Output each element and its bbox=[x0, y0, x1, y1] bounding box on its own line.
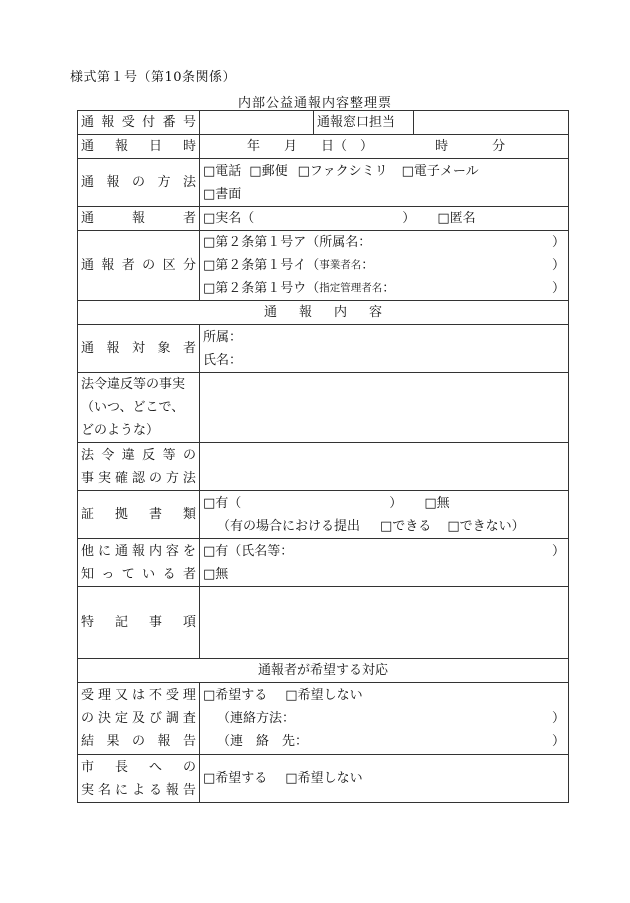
label-receipt-number: 通 報 受 付 番 号 bbox=[78, 111, 200, 135]
row-reporter bbox=[78, 207, 569, 231]
day-label: 日 bbox=[321, 139, 335, 154]
reporter-field bbox=[200, 207, 569, 231]
option-others-yes[interactable]: □有（氏名等： bbox=[203, 543, 294, 559]
category-options bbox=[200, 231, 569, 301]
report-form-table bbox=[77, 110, 569, 803]
label-window-staff: 通報窓口担当 bbox=[314, 111, 414, 135]
evidence-submit-note: （有の場合における提出 bbox=[217, 518, 361, 534]
option-mail[interactable]: □郵便 bbox=[249, 163, 288, 179]
subject-field[interactable] bbox=[200, 325, 569, 373]
category-option-u[interactable]: □第２条第１号ウ（ 指定管理者名 ： ） bbox=[203, 281, 565, 296]
label-remarks: 特 記 事 項 bbox=[78, 587, 200, 659]
category-option-a[interactable]: □第２条第１号ア（所属名： ） bbox=[203, 235, 565, 250]
month-label: 月 bbox=[284, 139, 298, 154]
label-method: 通 報 の 方 法 bbox=[78, 159, 200, 207]
row-datetime bbox=[78, 135, 569, 159]
row-result-report bbox=[78, 683, 569, 755]
receipt-number-field[interactable] bbox=[200, 111, 314, 135]
option-result-not-want[interactable]: □希望しない bbox=[285, 688, 363, 703]
option-evidence-no[interactable]: □無 bbox=[424, 495, 450, 511]
row-content-header bbox=[78, 301, 569, 325]
option-real-name[interactable]: □実名（ bbox=[203, 211, 255, 226]
result-report-field: □希望する □希望しない （連絡方法： ） （連 絡 先： ） bbox=[200, 683, 569, 755]
option-email[interactable]: □電子メール bbox=[401, 163, 479, 179]
remarks-field[interactable] bbox=[200, 587, 569, 659]
year-label: 年 bbox=[247, 139, 261, 154]
row-subject bbox=[78, 325, 569, 373]
option-cannot-submit[interactable]: □できない） bbox=[447, 518, 525, 534]
option-mayor-not-want[interactable]: □希望しない bbox=[285, 771, 363, 786]
row-confirm bbox=[78, 443, 569, 491]
row-category bbox=[78, 231, 569, 301]
hour-label: 時 bbox=[435, 139, 449, 154]
evidence-field: □有（ ） □無 （有の場合における提出 □できる □できない） bbox=[200, 491, 569, 539]
label-evidence: 証 拠 書 類 bbox=[78, 491, 200, 539]
option-anonymous[interactable]: □匿名 bbox=[437, 211, 476, 226]
option-mayor-want[interactable]: □希望する bbox=[203, 771, 268, 786]
label-subject: 通 報 対 象 者 bbox=[78, 325, 200, 373]
datetime-field[interactable] bbox=[200, 135, 569, 159]
label-datetime: 通 報 日 時 bbox=[78, 135, 200, 159]
row-receipt-number bbox=[78, 111, 569, 135]
weekday-label: （ ） bbox=[334, 139, 374, 154]
label-facts: 法令違反等の事実 （いつ、どこで、 どのような） bbox=[78, 373, 200, 443]
real-name-close: ） bbox=[402, 211, 416, 226]
label-mayor-report: 市 長 へ の 実 名 に よ る 報 告 bbox=[78, 755, 200, 803]
form-title: 内部公益通報内容整理票 bbox=[237, 96, 392, 111]
minute-label: 分 bbox=[492, 139, 506, 154]
row-method bbox=[78, 159, 569, 207]
option-evidence-yes[interactable]: □有（ bbox=[203, 495, 242, 511]
others-field: □有（氏名等： ） □無 bbox=[200, 539, 569, 587]
contact-to-field[interactable]: （連 絡 先： bbox=[217, 734, 309, 749]
label-others: 他 に 通 報 内 容 を 知 っ て い る 者 bbox=[78, 539, 200, 587]
label-reporter: 通 報 者 bbox=[78, 207, 200, 231]
mayor-report-field bbox=[200, 755, 569, 803]
option-document[interactable]: □書面 bbox=[203, 186, 242, 202]
contact-method-field[interactable]: （連絡方法： bbox=[217, 711, 296, 726]
label-confirm: 法 令 違 反 等 の 事 実 確 認 の 方 法 bbox=[78, 443, 200, 491]
label-category: 通 報 者 の 区 分 bbox=[78, 231, 200, 301]
method-options bbox=[200, 159, 569, 207]
form-number: 様式第１号（第10条関係） bbox=[70, 70, 237, 85]
row-others bbox=[78, 539, 569, 587]
section-content-header: 通 報 内 容 bbox=[78, 301, 569, 325]
option-phone[interactable]: □電話 bbox=[203, 163, 242, 179]
row-evidence bbox=[78, 491, 569, 539]
option-can-submit[interactable]: □できる bbox=[380, 518, 432, 534]
category-option-i[interactable]: □第２条第１号イ（ 事業者名 ： ） bbox=[203, 258, 565, 273]
option-fax[interactable]: □ファクシミリ bbox=[297, 163, 388, 179]
row-facts bbox=[78, 373, 569, 443]
row-remarks bbox=[78, 587, 569, 659]
section-response-header: 通報者が希望する対応 bbox=[78, 659, 569, 683]
confirm-field[interactable] bbox=[200, 443, 569, 491]
row-mayor-report bbox=[78, 755, 569, 803]
option-others-no[interactable]: □無 bbox=[203, 566, 229, 582]
label-result-report: 受 理 又 は 不 受 理 の 決 定 及 び 調 査 結 果 の 報 告 bbox=[78, 683, 200, 755]
option-result-want[interactable]: □希望する bbox=[203, 688, 268, 703]
facts-field[interactable] bbox=[200, 373, 569, 443]
subject-name: 氏名： bbox=[203, 352, 243, 368]
row-response-header bbox=[78, 659, 569, 683]
window-staff-field[interactable] bbox=[414, 111, 569, 135]
subject-affiliation: 所属： bbox=[203, 329, 243, 345]
